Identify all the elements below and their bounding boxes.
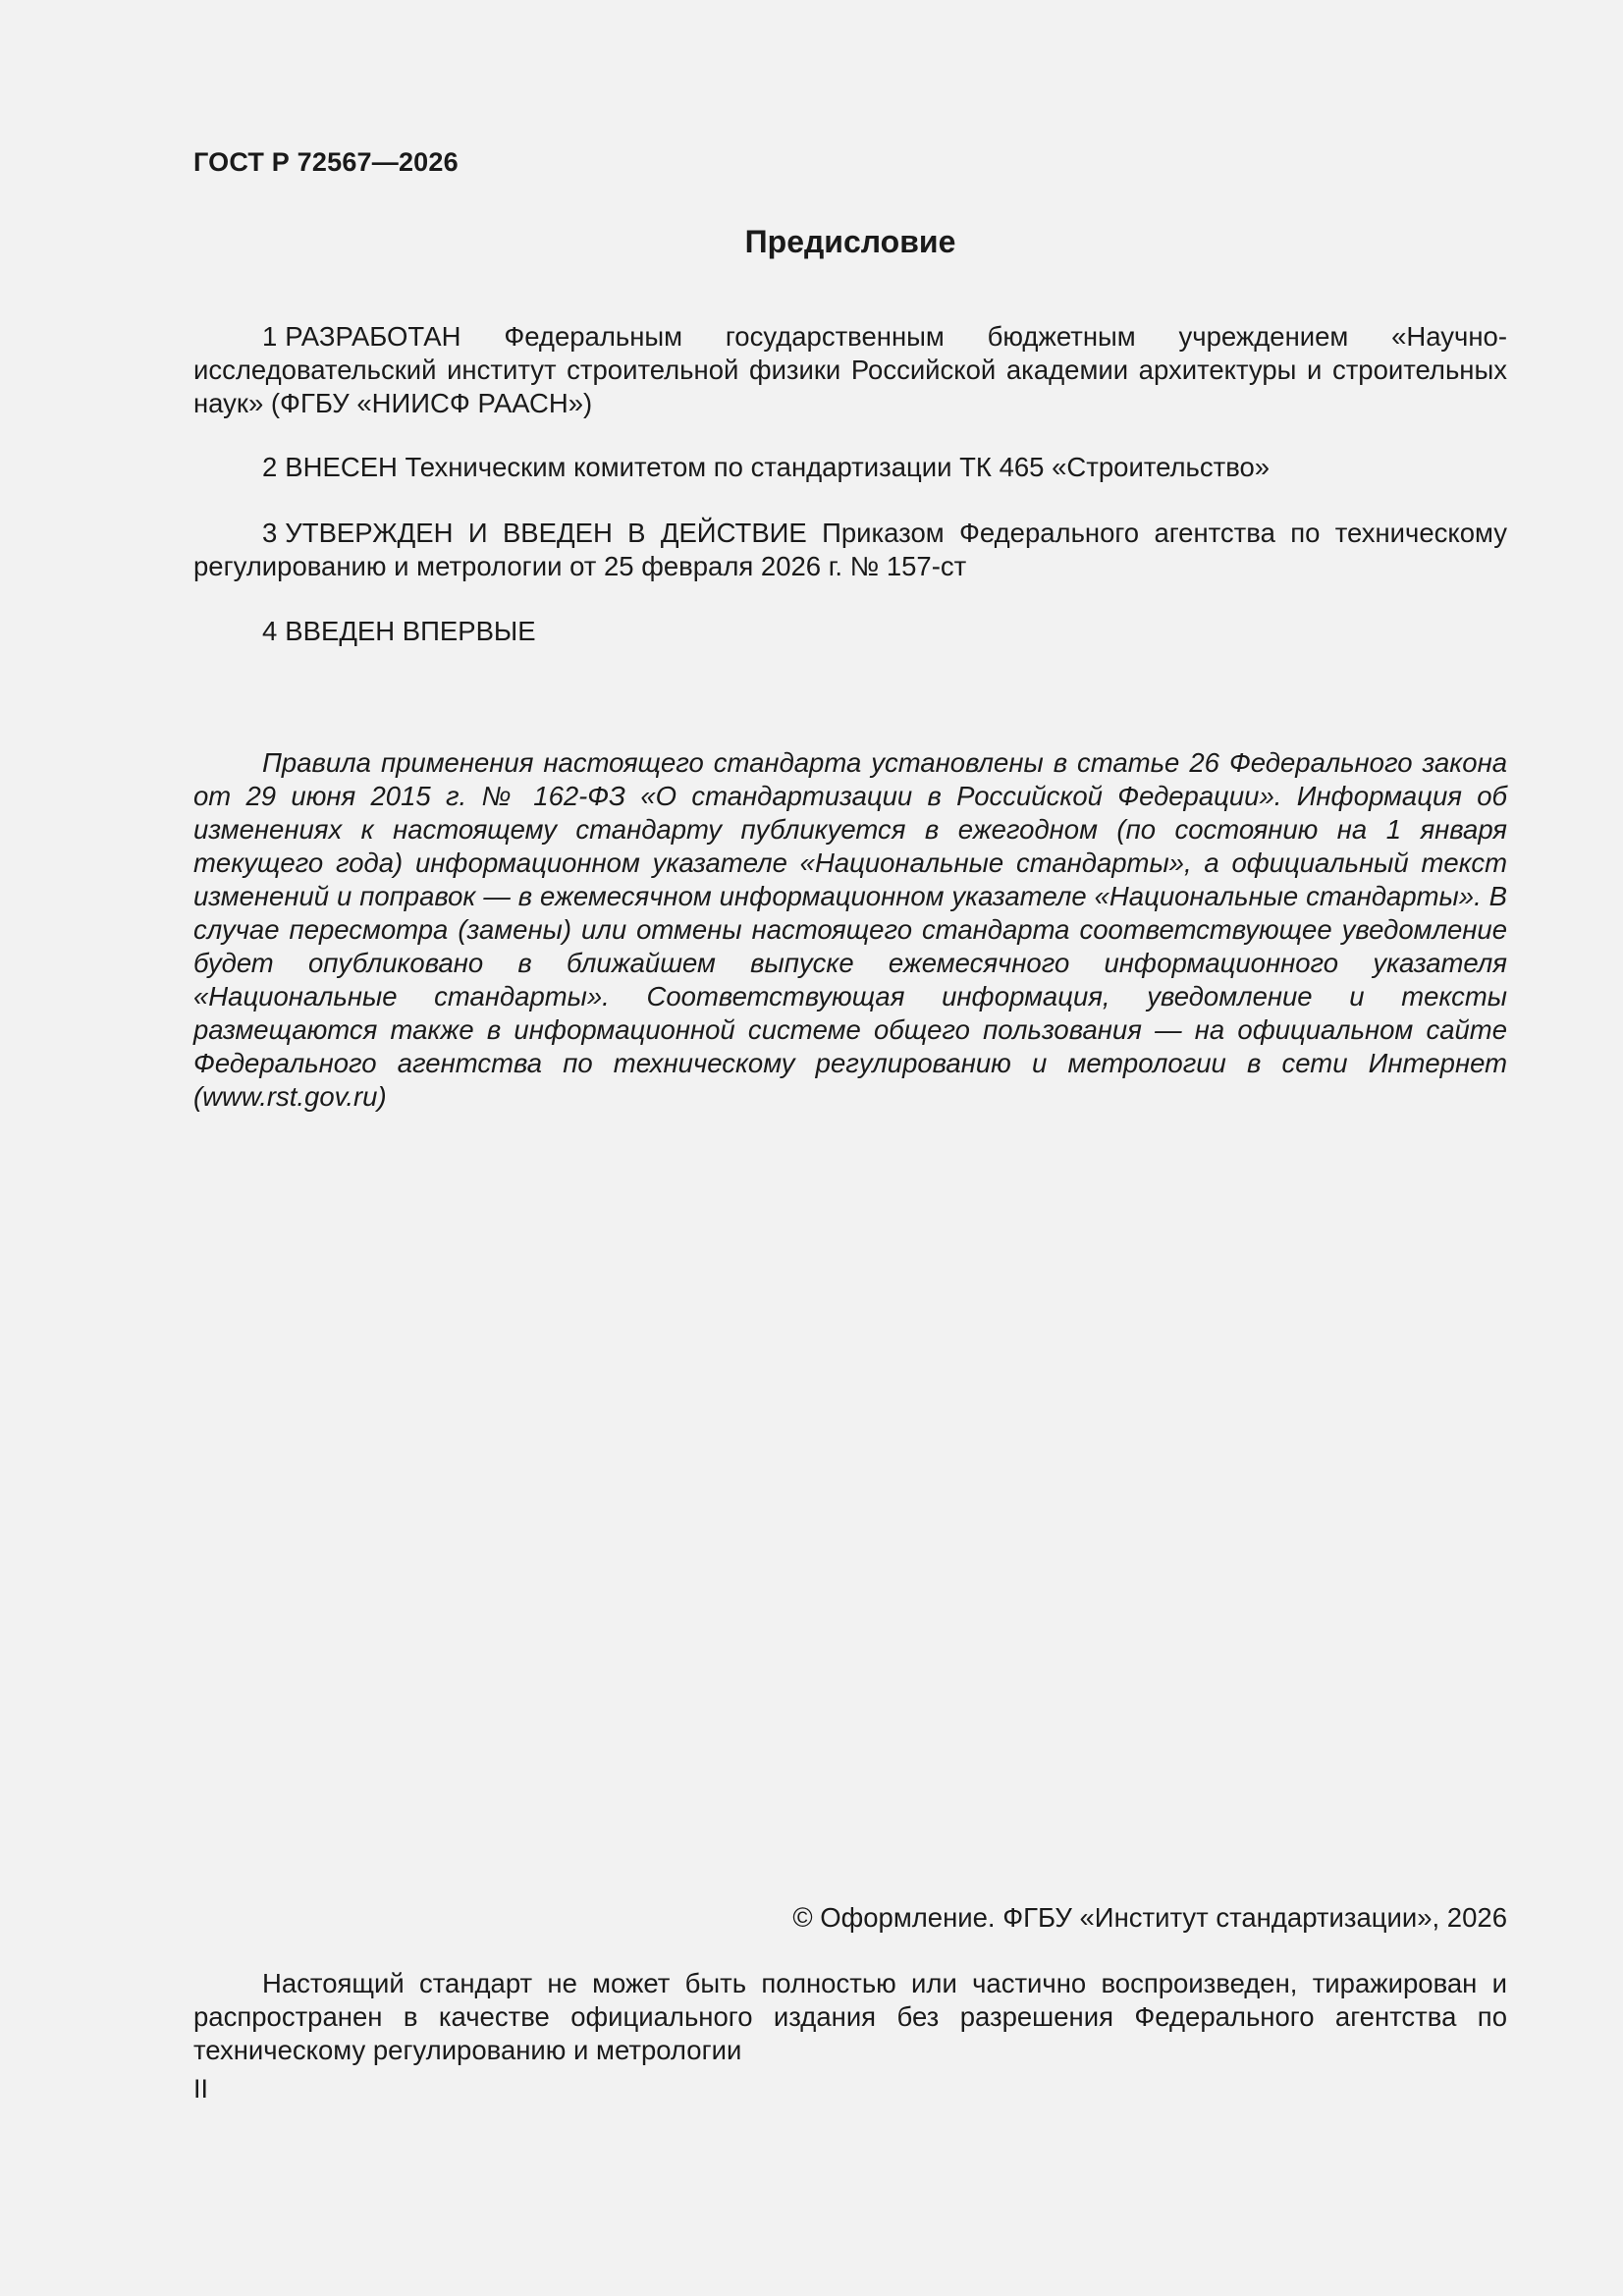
item-text: ВНЕСЕН Техническим комитетом по стандартизации ТК 465 «Строительство» [285,452,1271,482]
document-code: ГОСТ Р 72567—2026 [193,147,459,177]
page-number: II [193,2074,209,2104]
item-number: 4 [262,616,278,646]
document-page [193,0,1507,2296]
item-text: УТВЕРЖДЕН И ВВЕДЕН В ДЕЙСТВИЕ Приказом Федерального агентства по техническому регулированию и метрологии от 25 февраля 2026 г. № 157-ст [193,518,1507,581]
foreword-item-1 [193,320,1507,420]
item-number: 2 [262,452,278,482]
application-rules-paragraph: Правила применения настоящего стандарта установлены в статье 26 Федерального закона от 29 июня 2015 г. № 162-ФЗ «О стандартизации в Российской Федерации». Информация об изменениях к настоящему стандарту публикуется в ежегодном (по состоянию на 1 января текущего года) информационном указателе «Национальные стандарты», а официальный текст изменений и поправок — в ежемесячном информационном указателе «Национальные стандарты». В случае пересмотра (замены) или отмены настоящего стандарта соответствующее уведомление будет опубликовано в ближайшем выпуске ежемесячного информационного указателя «Национальные стандарты». Соответствующая информация, уведомление и тексты размещаются также в информационной системе общего пользования — на официальном сайте Федерального агентства по техническому регулированию и метрологии в сети Интернет (www.rst.gov.ru) [193,747,1507,1112]
copyright-line: © Оформление. ФГБУ «Институт стандартизации», 2026 [792,1902,1507,1933]
foreword-item-3 [193,517,1507,583]
reproduction-notice: Настоящий стандарт не может быть полностью или частично воспроизведен, тиражирован и распространен в качестве официального издания без разрешения Федерального агентства по техническому регулированию и метрологии [193,1968,1507,2065]
page-title: Предисловие [744,224,956,259]
foreword-item-4 [193,615,1507,648]
item-text: РАЗРАБОТАН Федеральным государственным бюджетным учреждением «Научно-исследовательский институт строительной физики Российской академии архитектуры и строительных наук» (ФГБУ «НИИСФ РААСН») [193,321,1507,418]
item-number: 1 [262,321,278,352]
item-text: ВВЕДЕН ВПЕРВЫЕ [285,616,536,646]
foreword-item-2 [193,451,1507,484]
item-number: 3 [262,518,278,548]
